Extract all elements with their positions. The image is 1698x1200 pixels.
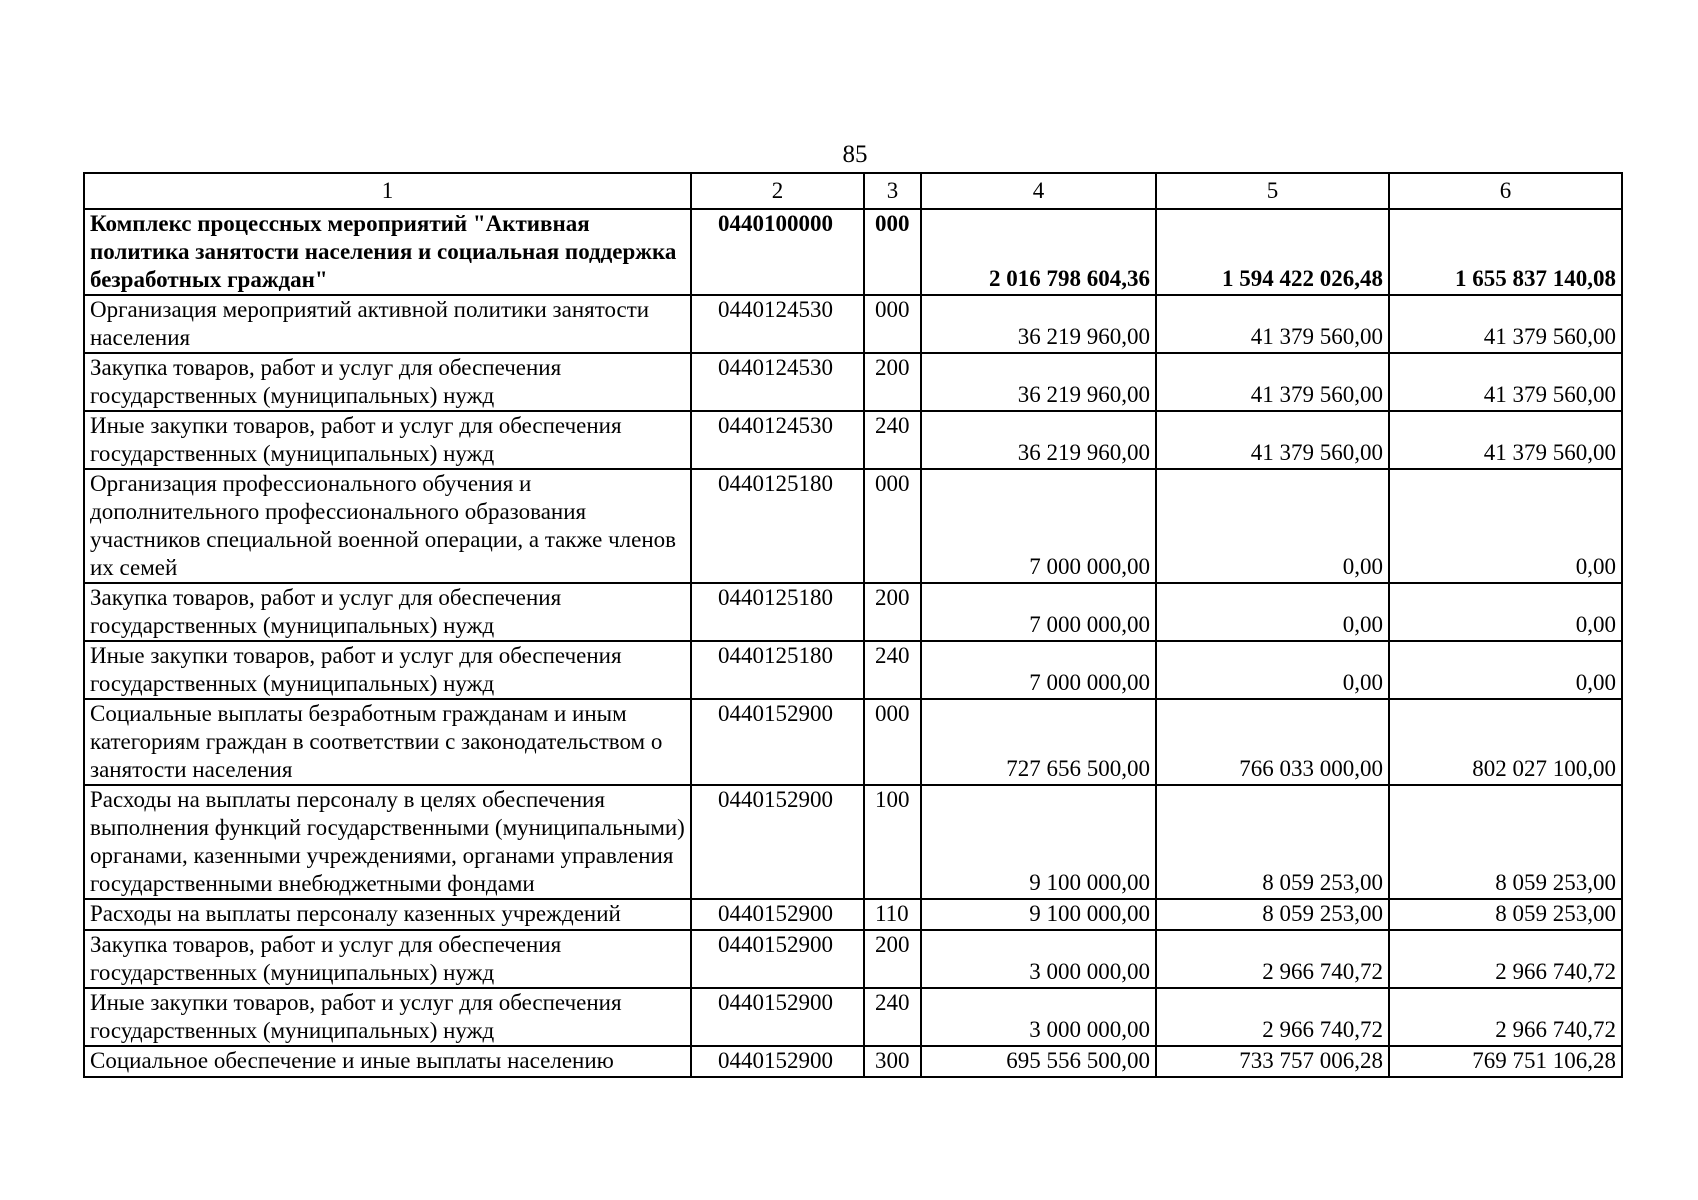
header-row [84,173,1622,209]
header-col-5: 5 [1156,173,1389,209]
row-target-code: 0440152900 [691,785,864,899]
row-name: Закупка товаров, работ и услуг для обеспечения государственных (муниципальных) нужд [84,353,691,411]
row-expense-type: 100 [864,785,921,899]
row-expense-type: 200 [864,353,921,411]
row-amount-col-6: 2 966 740,72 [1389,930,1622,988]
row-name: Иные закупки товаров, работ и услуг для обеспечения государственных (муниципальных) нужд [84,988,691,1046]
row-amount-col-5: 733 757 006,28 [1156,1046,1389,1077]
row-amount-col-5: 2 966 740,72 [1156,988,1389,1046]
row-amount-col-5: 41 379 560,00 [1156,411,1389,469]
row-amount-col-5: 2 966 740,72 [1156,930,1389,988]
table-row [84,353,1622,411]
row-target-code: 0440152900 [691,899,864,930]
row-expense-type: 200 [864,930,921,988]
row-target-code: 0440152900 [691,1046,864,1077]
table-row [84,411,1622,469]
row-name: Комплекс процессных мероприятий "Активная политика занятости населения и социальная поддержка безработных граждан" [84,209,691,295]
row-target-code: 0440124530 [691,353,864,411]
row-amount-col-5: 41 379 560,00 [1156,353,1389,411]
row-amount-col-4: 36 219 960,00 [921,411,1156,469]
row-amount-col-5: 0,00 [1156,583,1389,641]
row-amount-col-6: 8 059 253,00 [1389,899,1622,930]
header-col-1: 1 [84,173,691,209]
row-amount-col-6: 41 379 560,00 [1389,295,1622,353]
row-expense-type: 240 [864,411,921,469]
table-body [84,209,1622,1077]
row-amount-col-4: 3 000 000,00 [921,930,1156,988]
row-amount-col-5: 0,00 [1156,469,1389,583]
table-row [84,899,1622,930]
table-row [84,469,1622,583]
row-expense-type: 000 [864,699,921,785]
row-target-code: 0440152900 [691,988,864,1046]
row-amount-col-6: 0,00 [1389,583,1622,641]
row-target-code: 0440124530 [691,295,864,353]
row-expense-type: 300 [864,1046,921,1077]
row-expense-type: 000 [864,295,921,353]
row-amount-col-6: 41 379 560,00 [1389,411,1622,469]
table-row [84,209,1622,295]
row-expense-type: 000 [864,469,921,583]
row-amount-col-4: 727 656 500,00 [921,699,1156,785]
header-col-6: 6 [1389,173,1622,209]
row-name: Расходы на выплаты персоналу в целях обеспечения выполнения функций государственными (муниципальными) органами, казенными учреждениями, органами управления государственными внебюджетными фондами [84,785,691,899]
row-amount-col-4: 695 556 500,00 [921,1046,1156,1077]
row-amount-col-5: 8 059 253,00 [1156,785,1389,899]
table-row [84,785,1622,899]
row-amount-col-4: 36 219 960,00 [921,353,1156,411]
page-number: 85 [842,141,868,168]
row-amount-col-4: 36 219 960,00 [921,295,1156,353]
row-amount-col-6: 0,00 [1389,641,1622,699]
row-expense-type: 110 [864,899,921,930]
row-amount-col-6: 769 751 106,28 [1389,1046,1622,1077]
row-amount-col-4: 9 100 000,00 [921,785,1156,899]
table-row [84,641,1622,699]
header-col-2: 2 [691,173,864,209]
row-amount-col-6: 8 059 253,00 [1389,785,1622,899]
row-target-code: 0440152900 [691,930,864,988]
budget-table [83,172,1623,1078]
row-amount-col-4: 9 100 000,00 [921,899,1156,930]
row-name: Социальные выплаты безработным гражданам и иным категориям граждан в соответствии с законодательством о занятости населения [84,699,691,785]
row-amount-col-5: 1 594 422 026,48 [1156,209,1389,295]
table-row [84,583,1622,641]
row-amount-col-4: 2 016 798 604,36 [921,209,1156,295]
table-header [84,173,1622,209]
header-col-3: 3 [864,173,921,209]
row-target-code: 0440124530 [691,411,864,469]
row-name: Иные закупки товаров, работ и услуг для обеспечения государственных (муниципальных) нужд [84,641,691,699]
table-row [84,988,1622,1046]
row-name: Иные закупки товаров, работ и услуг для обеспечения государственных (муниципальных) нужд [84,411,691,469]
row-amount-col-5: 41 379 560,00 [1156,295,1389,353]
row-target-code: 0440125180 [691,583,864,641]
row-expense-type: 240 [864,641,921,699]
row-expense-type: 000 [864,209,921,295]
row-name: Социальное обеспечение и иные выплаты населению [84,1046,691,1077]
row-target-code: 0440152900 [691,699,864,785]
row-name: Организация профессионального обучения и дополнительного профессионального образования участников специальной военной операции, а также членов их семей [84,469,691,583]
row-amount-col-6: 2 966 740,72 [1389,988,1622,1046]
row-expense-type: 200 [864,583,921,641]
table-row [84,295,1622,353]
table-row [84,930,1622,988]
table-row [84,1046,1622,1077]
row-target-code: 0440125180 [691,469,864,583]
row-amount-col-6: 1 655 837 140,08 [1389,209,1622,295]
row-name: Закупка товаров, работ и услуг для обеспечения государственных (муниципальных) нужд [84,583,691,641]
row-amount-col-4: 7 000 000,00 [921,469,1156,583]
row-target-code: 0440125180 [691,641,864,699]
row-amount-col-5: 8 059 253,00 [1156,899,1389,930]
row-target-code: 0440100000 [691,209,864,295]
row-amount-col-5: 766 033 000,00 [1156,699,1389,785]
row-amount-col-4: 7 000 000,00 [921,641,1156,699]
row-name: Закупка товаров, работ и услуг для обеспечения государственных (муниципальных) нужд [84,930,691,988]
row-name: Расходы на выплаты персоналу казенных учреждений [84,899,691,930]
row-amount-col-4: 7 000 000,00 [921,583,1156,641]
row-amount-col-5: 0,00 [1156,641,1389,699]
row-amount-col-6: 0,00 [1389,469,1622,583]
row-amount-col-6: 41 379 560,00 [1389,353,1622,411]
table-row [84,699,1622,785]
row-expense-type: 240 [864,988,921,1046]
row-name: Организация мероприятий активной политики занятости населения [84,295,691,353]
row-amount-col-4: 3 000 000,00 [921,988,1156,1046]
row-amount-col-6: 802 027 100,00 [1389,699,1622,785]
header-col-4: 4 [921,173,1156,209]
